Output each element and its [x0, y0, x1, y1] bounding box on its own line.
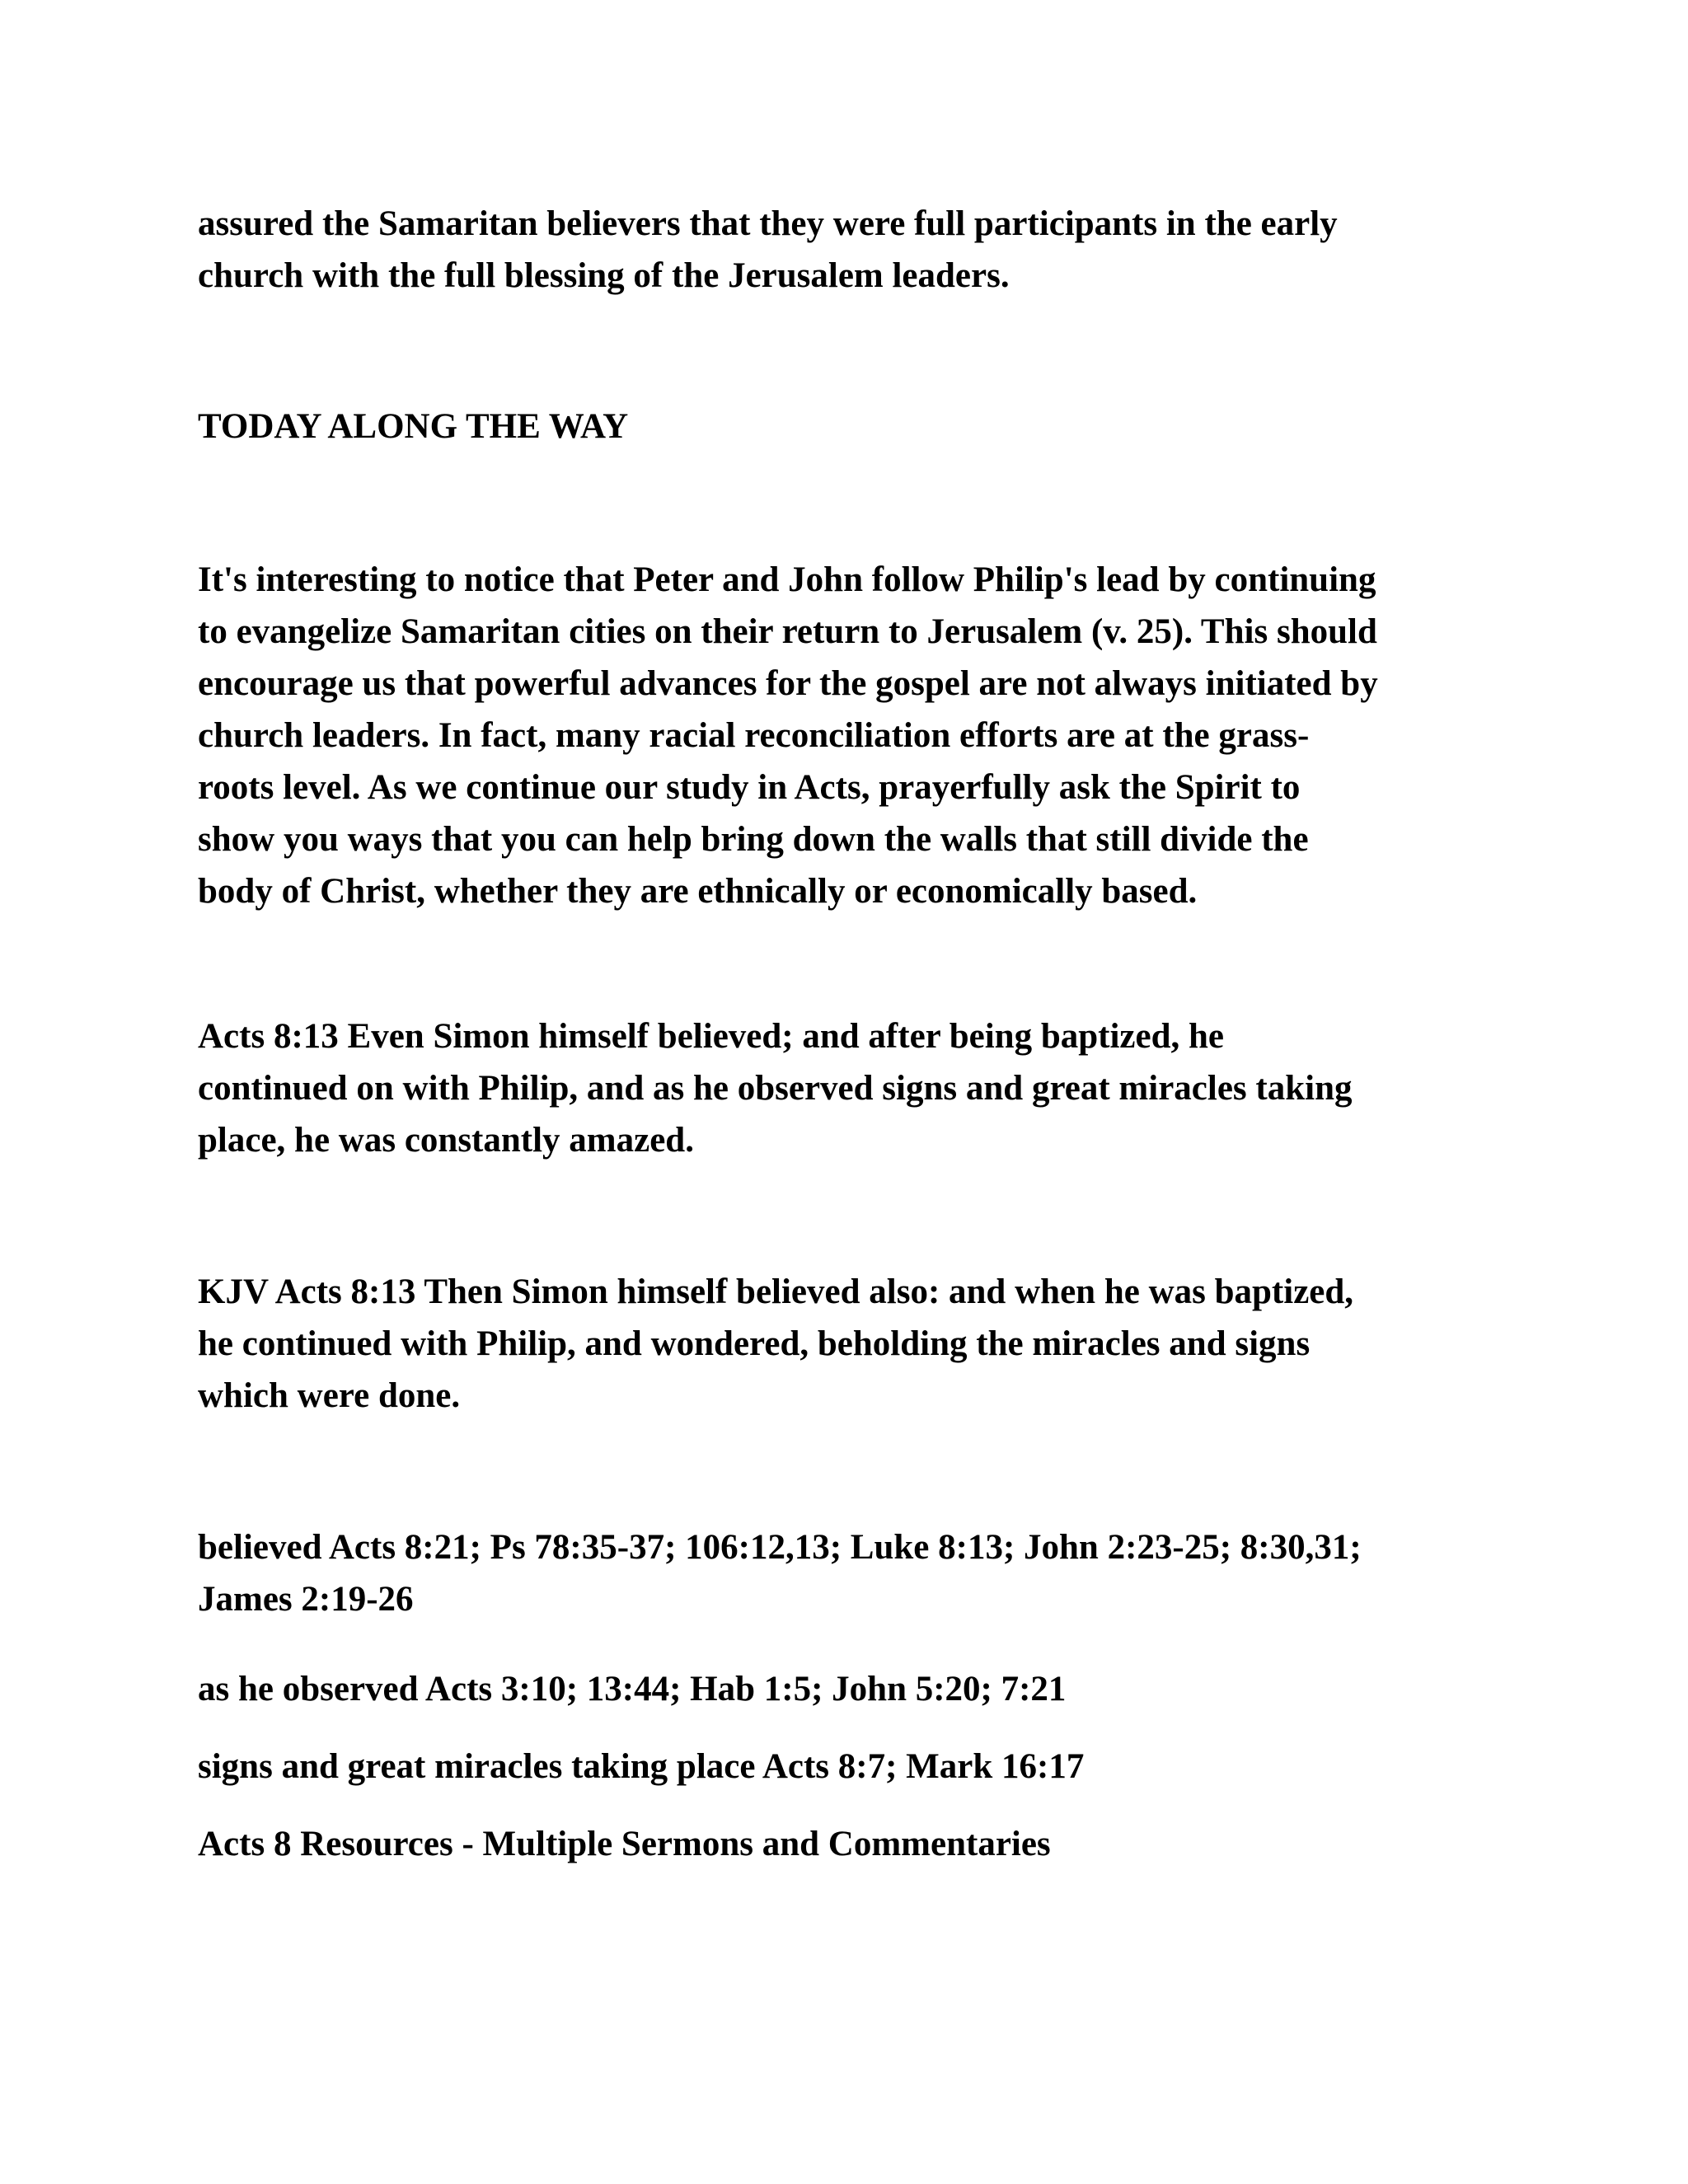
section-heading: TODAY ALONG THE WAY — [198, 407, 629, 446]
intro-line: assured the Samaritan believers that they were full participants in the early — [198, 204, 1338, 243]
today-line: show you ways that you can help bring down the walls that still divide the — [198, 820, 1309, 859]
today-line: encourage us that powerful advances for the gospel are not always initiated by — [198, 664, 1378, 703]
cross-ref-signs-and-miracles — [198, 1741, 1517, 1793]
kjv-verse-line: he continued with Philip, and wondered, beholding the miracles and signs — [198, 1324, 1311, 1363]
nasb-verse-line: continued on with Philip, and as he observed signs and great miracles taking — [198, 1069, 1353, 1108]
resources-link[interactable] — [198, 1818, 1517, 1870]
today-line: body of Christ, whether they are ethnically or economically based. — [198, 872, 1198, 911]
today-line: roots level. As we continue our study in Acts, prayerfully ask the Spirit to — [198, 768, 1301, 807]
kjv-verse-line: which were done. — [198, 1376, 461, 1415]
intro-paragraph — [198, 198, 1517, 302]
nasb-verse-line: place, he was constantly amazed. — [198, 1121, 694, 1160]
nasb-verse — [198, 1010, 1517, 1166]
today-line: It's interesting to notice that Peter and John follow Philip's lead by continuing — [198, 560, 1376, 599]
today-paragraph — [198, 554, 1517, 917]
kjv-verse-line: KJV Acts 8:13 Then Simon himself believed also: and when he was baptized, — [198, 1272, 1354, 1311]
today-line: church leaders. In fact, many racial reconciliation efforts are at the grass- — [198, 716, 1310, 755]
cross-ref-line: believed Acts 8:21; Ps 78:35-37; 106:12,13; Luke 8:13; John 2:23-25; 8:30,31; — [198, 1528, 1362, 1567]
intro-line: church with the full blessing of the Jerusalem leaders. — [198, 256, 1010, 295]
cross-ref-line: James 2:19-26 — [198, 1580, 414, 1619]
cross-ref-as-he-observed — [198, 1663, 1517, 1715]
resources-link-text[interactable]: Acts 8 Resources - Multiple Sermons and Commentaries — [198, 1825, 1051, 1863]
kjv-verse — [198, 1266, 1517, 1422]
today-line: to evangelize Samaritan cities on their return to Jerusalem (v. 25). This should — [198, 612, 1377, 651]
nasb-verse-line: Acts 8:13 Even Simon himself believed; and after being baptized, he — [198, 1017, 1225, 1056]
cross-ref-line: as he observed Acts 3:10; 13:44; Hab 1:5; John 5:20; 7:21 — [198, 1670, 1067, 1708]
cross-ref-believed — [198, 1521, 1517, 1625]
cross-ref-line: signs and great miracles taking place Acts 8:7; Mark 16:17 — [198, 1747, 1085, 1786]
